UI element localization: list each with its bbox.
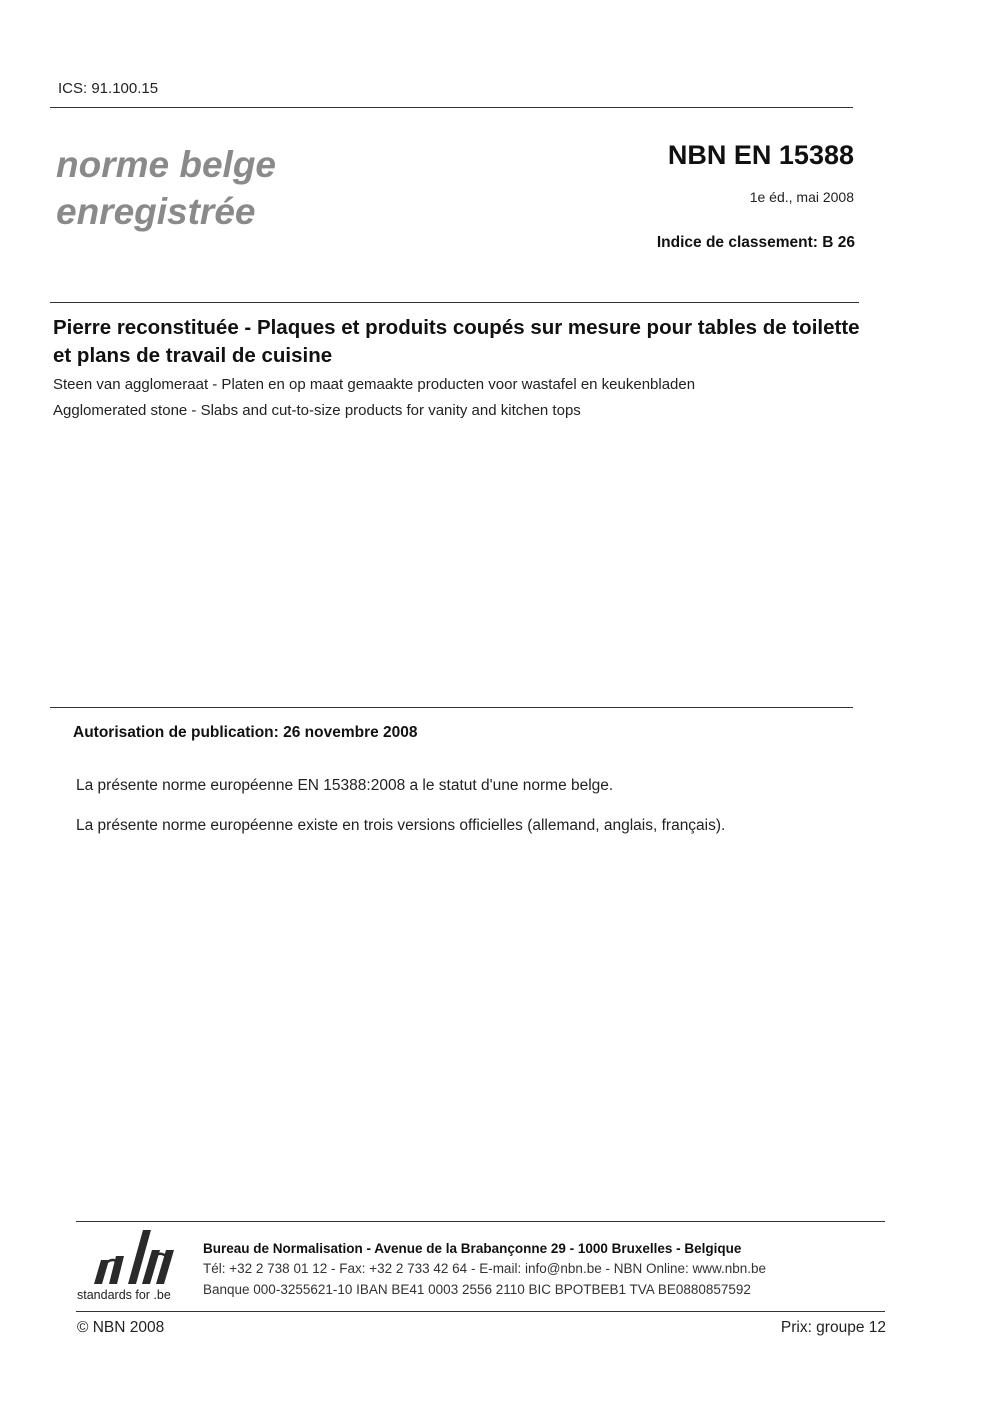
publication-authorisation: Autorisation de publication: 26 novembre 2008 bbox=[73, 724, 418, 741]
title-english: Agglomerated stone - Slabs and cut-to-size products for vanity and kitchen tops bbox=[53, 402, 581, 419]
footer-rule-bottom bbox=[76, 1311, 885, 1312]
copyright-notice: © NBN 2008 bbox=[77, 1319, 165, 1336]
norme-belge-label bbox=[56, 141, 376, 235]
footer-address: Bureau de Normalisation - Avenue de la Brabançonne 29 - 1000 Bruxelles - Belgique bbox=[203, 1241, 742, 1256]
price-group: Prix: groupe 12 bbox=[780, 1319, 886, 1336]
footer-banking: Banque 000-3255621-10 IBAN BE41 0003 2556 2110 BIC BPOTBEB1 TVA BE0880857592 bbox=[203, 1282, 751, 1297]
footer-rule-top bbox=[76, 1221, 885, 1222]
header-rule-top bbox=[50, 107, 853, 108]
logo-caption: standards for .be bbox=[77, 1288, 171, 1302]
title-french: Pierre reconstituée - Plaques et produits coupés sur mesure pour tables de toilette et plans de travail de cuisine bbox=[53, 316, 860, 367]
title-rule-top bbox=[50, 302, 859, 303]
status-paragraph: La présente norme européenne EN 15388:2008 a le statut d'une norme belge. bbox=[76, 777, 614, 794]
standard-number: NBN EN 15388 bbox=[667, 140, 854, 170]
edition-date: 1e éd., mai 2008 bbox=[749, 189, 854, 205]
norme-line-2: enregistrée bbox=[56, 191, 256, 232]
footer-contact: Tél: +32 2 738 01 12 - Fax: +32 2 733 42 64 - E-mail: info@nbn.be - NBN Online: www.nbn.be bbox=[203, 1261, 767, 1276]
norme-line-1: norme belge bbox=[56, 144, 276, 185]
versions-paragraph: La présente norme européenne existe en trois versions officielles (allemand, anglais, français). bbox=[76, 817, 726, 834]
title-dutch: Steen van agglomeraat - Platen en op maat gemaakte producten voor wastafel en keukenbladen bbox=[53, 376, 696, 393]
ics-code: ICS: 91.100.15 bbox=[58, 80, 159, 97]
body-rule-top bbox=[50, 707, 853, 708]
classement-index: Indice de classement: B 26 bbox=[656, 234, 855, 251]
